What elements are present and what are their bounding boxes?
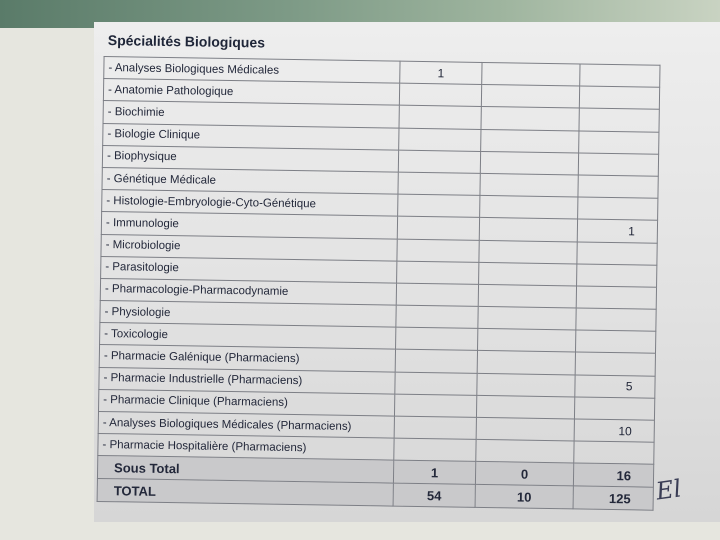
cell-col3	[575, 352, 655, 375]
cell-col2	[479, 262, 577, 286]
cell-col2	[479, 240, 577, 264]
cell-col3: 125	[573, 486, 653, 510]
cell-col3	[575, 330, 655, 353]
cell-col1	[399, 106, 481, 129]
cell-col2	[481, 129, 579, 153]
cell-col3	[578, 197, 658, 220]
row-label: - Analyses Biologiques Médicales	[104, 57, 400, 84]
cell-col2	[480, 196, 578, 220]
row-label: - Biochimie	[103, 101, 399, 128]
row-label: - Microbiologie	[101, 234, 397, 261]
row-label: Sous Total	[97, 456, 393, 484]
cell-col2	[478, 306, 576, 330]
cell-col2	[478, 329, 576, 353]
cell-col3	[578, 175, 658, 198]
cell-col1	[397, 239, 479, 262]
section-title: Spécialités Biologiques	[107, 32, 266, 51]
cell-col3: 5	[575, 375, 655, 398]
cell-col1	[396, 305, 478, 328]
cell-col3: 16	[573, 463, 653, 487]
row-label: - Analyses Biologiques Médicales (Pharmaciens)	[98, 411, 394, 438]
cell-col2	[476, 440, 574, 464]
cell-col3: 10	[574, 419, 654, 442]
cell-col2	[480, 151, 578, 175]
row-label: - Génétique Médicale	[102, 167, 398, 194]
cell-col1	[399, 83, 481, 106]
cell-col1	[396, 283, 478, 306]
cell-col1: 1	[393, 460, 475, 484]
specialties-table	[97, 56, 661, 511]
cell-col3	[576, 286, 656, 309]
cell-col1	[394, 438, 476, 461]
cell-col3	[579, 131, 659, 154]
cell-col2	[477, 373, 575, 397]
cell-col2	[476, 417, 574, 441]
row-label: - Immunologie	[101, 212, 397, 239]
cell-col1	[395, 350, 477, 373]
cell-col3: 1	[577, 219, 657, 242]
row-label: - Pharmacie Industrielle (Pharmaciens)	[99, 367, 395, 394]
cell-col3	[579, 108, 659, 131]
cell-col3	[578, 153, 658, 176]
cell-col2	[480, 173, 578, 197]
cell-col1	[394, 416, 476, 439]
row-label: TOTAL	[97, 479, 393, 507]
row-label: - Toxicologie	[100, 323, 396, 350]
cell-col3	[574, 397, 654, 420]
cell-col1	[396, 327, 478, 350]
cell-col3	[574, 441, 654, 464]
cell-col1	[394, 394, 476, 417]
cell-col2	[481, 85, 579, 109]
row-label: - Biophysique	[102, 145, 398, 172]
cell-col2	[479, 218, 577, 242]
cell-col2: 10	[475, 485, 573, 510]
cell-col2: 0	[475, 462, 573, 487]
handwritten-signature: El	[654, 474, 684, 506]
row-label: - Anatomie Pathologique	[103, 79, 399, 106]
cell-col2	[476, 395, 574, 419]
cell-col1	[398, 194, 480, 217]
row-label: - Biologie Clinique	[103, 123, 399, 150]
row-label: - Pharmacologie-Pharmacodynamie	[100, 278, 396, 305]
cell-col3	[577, 241, 657, 264]
specialties-table-area	[96, 30, 663, 517]
cell-col3	[579, 86, 659, 109]
cell-col1	[398, 150, 480, 173]
row-label: - Physiologie	[100, 301, 396, 328]
cell-col3	[577, 264, 657, 287]
cell-col1: 1	[400, 61, 482, 84]
row-label: - Pharmacie Clinique (Pharmaciens)	[99, 389, 395, 416]
cell-col2	[478, 284, 576, 308]
cell-col1	[399, 128, 481, 151]
cell-col1	[395, 372, 477, 395]
row-label: - Histologie-Embryologie-Cyto-Génétique	[102, 190, 398, 217]
row-label: - Pharmacie Galénique (Pharmaciens)	[99, 345, 395, 372]
cell-col1	[397, 261, 479, 284]
cell-col1	[398, 172, 480, 195]
row-label: - Pharmacie Hospitalière (Pharmaciens)	[98, 434, 394, 461]
cell-col1	[397, 216, 479, 239]
cell-col3	[580, 64, 660, 87]
table-body	[97, 57, 660, 511]
cell-col1: 54	[393, 483, 475, 507]
cell-col3	[576, 308, 656, 331]
row-label: - Parasitologie	[101, 256, 397, 283]
cell-col2	[481, 107, 579, 131]
cell-col2	[477, 351, 575, 375]
cell-col2	[482, 62, 580, 86]
